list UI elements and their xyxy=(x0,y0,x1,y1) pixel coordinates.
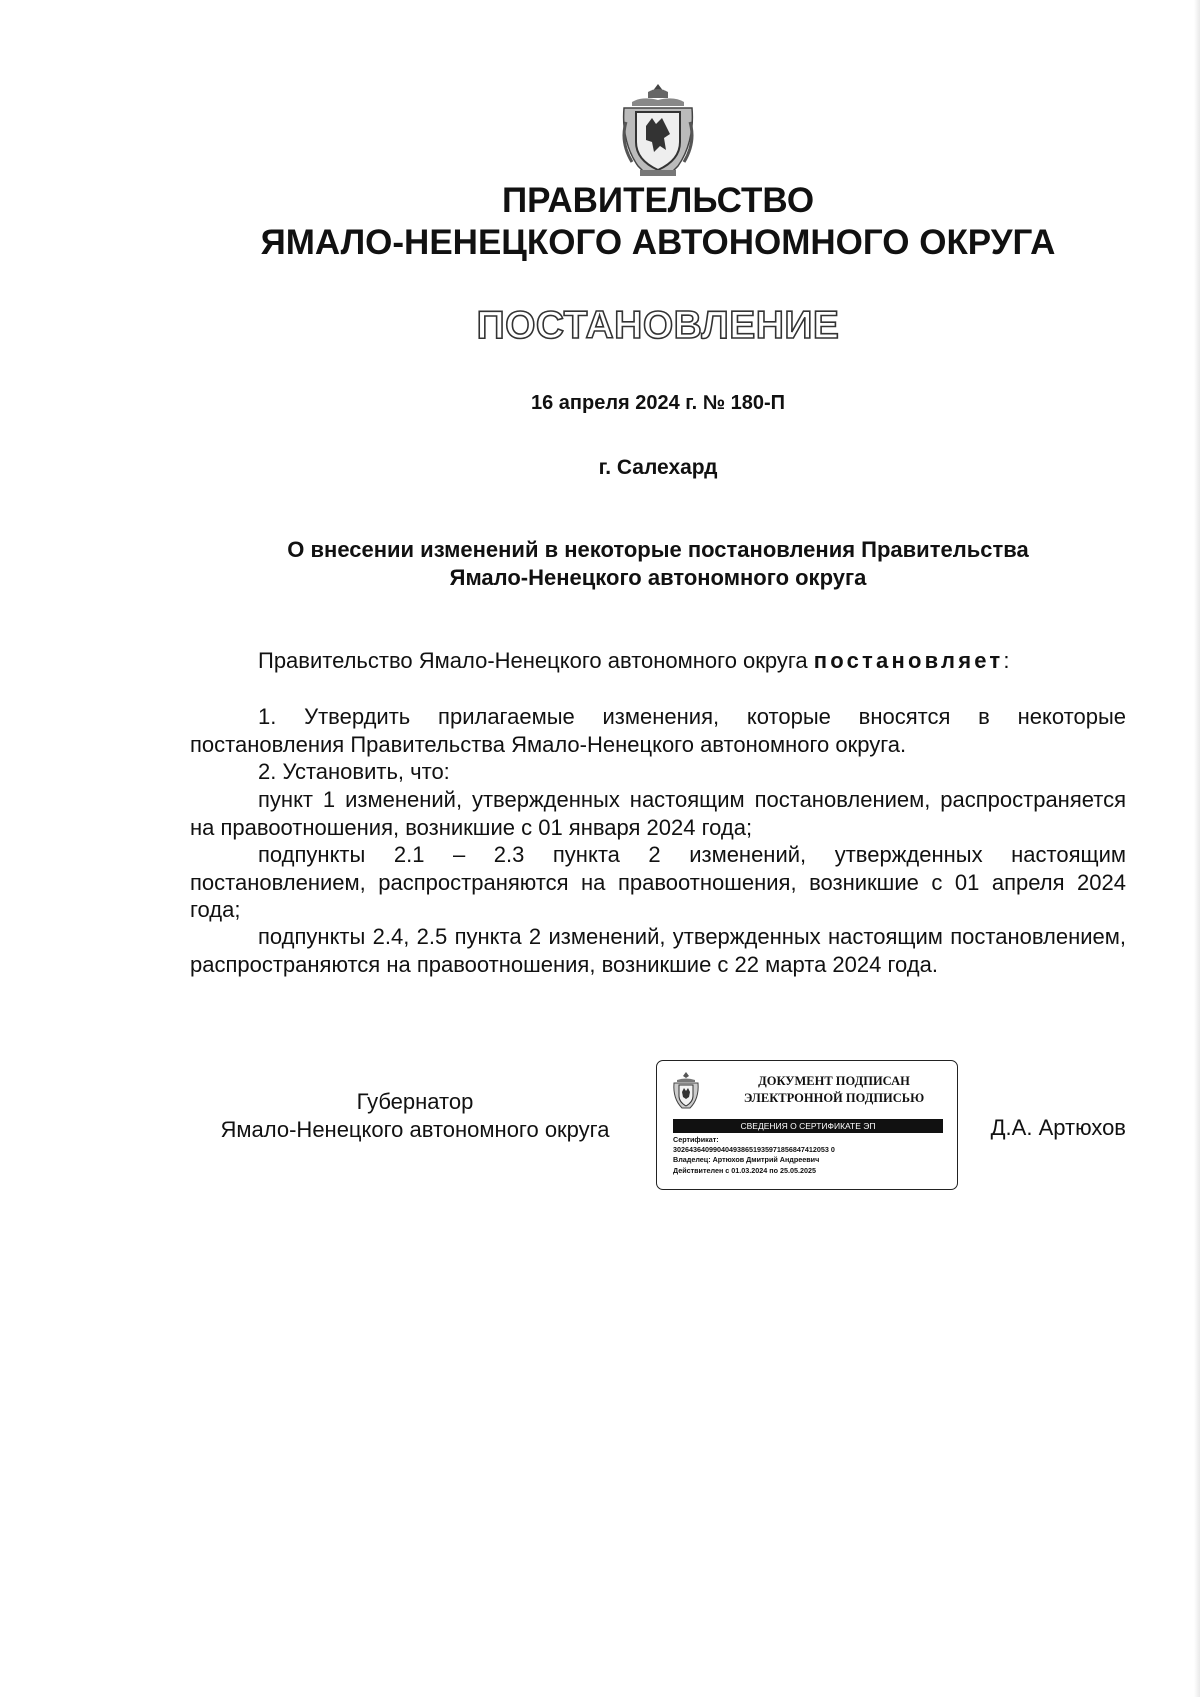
document-type-title: ПОСТАНОВЛЕНИЕ xyxy=(476,304,840,347)
intro-colon: : xyxy=(1003,648,1010,673)
signer-position xyxy=(190,1088,640,1143)
signer-position-line2: Ямало-Ненецкого автономного округа xyxy=(220,1116,610,1142)
stamp-certificate-bar: СВЕДЕНИЯ О СЕРТИФИКАТЕ ЭП xyxy=(673,1119,943,1133)
signer-position-line1: Губернатор xyxy=(356,1089,474,1114)
signer-name: Д.А. Артюхов xyxy=(990,1115,1126,1140)
stamp-certificate-number: 302643640990404938651935971856847412053 0 xyxy=(673,1145,835,1154)
stamp-certificate-label: Сертификат: xyxy=(673,1135,719,1144)
intro-paragraph xyxy=(190,647,1126,675)
subject-line1: О внесении изменений в некоторые постановления Правительства xyxy=(287,537,1029,562)
paragraph-5: подпункты 2.4, 2.5 пункта 2 изменений, утвержденных настоящим постановлением, распространяются на правоотношения, возникшие с 22 марта 2024 года. xyxy=(190,924,1126,977)
paragraph-4: подпункты 2.1 – 2.3 пункта 2 изменений, утвержденных настоящим постановлением, распространяются на правоотношения, возникшие с 01 апреля 2024 года; xyxy=(190,842,1126,922)
subject-line2: Ямало-Ненецкого автономного округа xyxy=(449,565,867,590)
paragraph-3: пункт 1 изменений, утвержденных настоящим постановлением, распространяется на правоотношения, возникшие с 01 января 2024 года; xyxy=(190,787,1126,840)
stamp-validity: Действителен с 01.03.2024 по 25.05.2025 xyxy=(673,1166,816,1175)
stamp-coat-of-arms-icon xyxy=(671,1071,701,1111)
document-subject xyxy=(220,536,1096,592)
government-title-line1: ПРАВИТЕЛЬСТВО xyxy=(501,181,815,220)
paragraph-2: 2. Установить, что: xyxy=(258,759,450,784)
paragraph-1: 1. Утвердить прилагаемые изменения, которые вносятся в некоторые постановления Правительства Ямало-Ненецкого автономного округа. xyxy=(190,704,1126,757)
stamp-heading-line2: ЭЛЕКТРОННОЙ ПОДПИСЬЮ xyxy=(743,1091,925,1105)
stamp-heading xyxy=(719,1073,949,1107)
coat-of-arms-icon xyxy=(618,82,698,178)
intro-text: Правительство Ямало-Ненецкого автономного округа xyxy=(258,648,814,673)
date-and-number: 16 апреля 2024 г. № 180-П xyxy=(530,392,786,414)
stamp-owner: Владелец: Артюхов Дмитрий Андреевич xyxy=(673,1155,820,1164)
government-title-line2: ЯМАЛО-НЕНЕЦКОГО АВТОНОМНОГО ОКРУГА xyxy=(260,223,1056,262)
intro-verb: постановляет xyxy=(813,648,1004,673)
page-edge-shadow xyxy=(1194,0,1200,1697)
city: г. Салехард xyxy=(598,456,718,479)
electronic-signature-stamp xyxy=(656,1060,958,1190)
stamp-heading-line1: ДОКУМЕНТ ПОДПИСАН xyxy=(758,1074,910,1088)
